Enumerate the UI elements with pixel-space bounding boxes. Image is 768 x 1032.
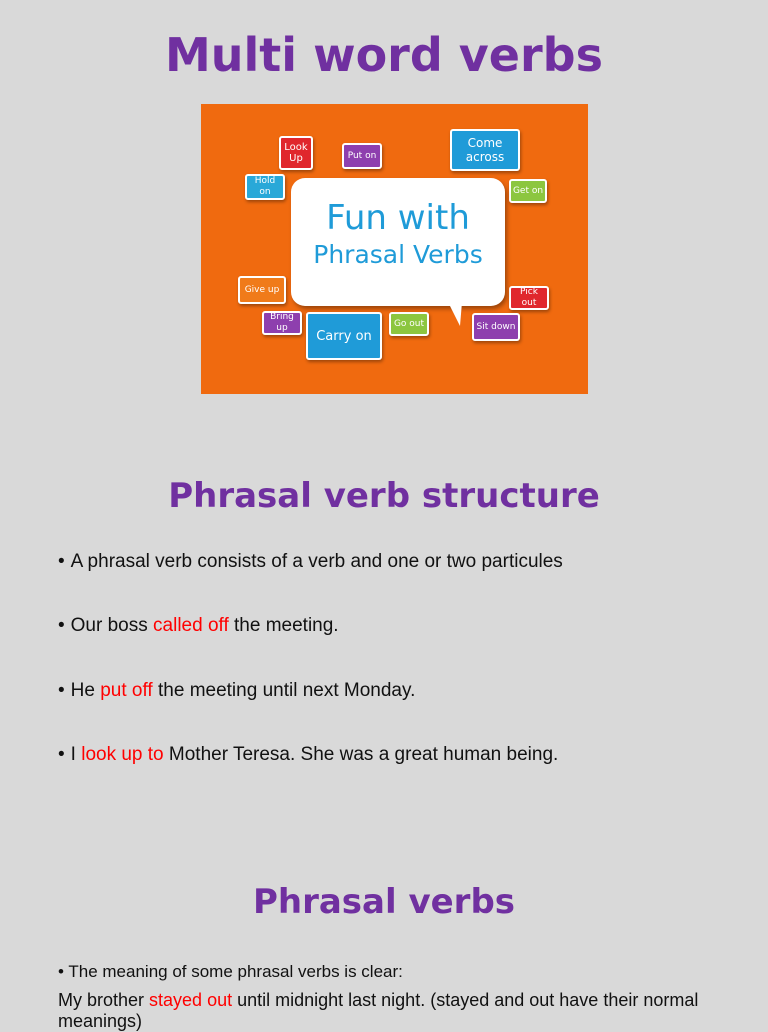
fun-with-phrasal-verbs-board — [291, 178, 505, 306]
bullet-item: • I look up to Mother Teresa. She was a great human being. — [58, 744, 559, 765]
bubble-go-out: Go out — [389, 312, 429, 336]
section-heading-phrasal-verbs: Phrasal verbs — [252, 882, 516, 922]
bubble-bring-up: Bring up — [262, 311, 302, 335]
bullet-item: • Our boss called off the meeting. — [58, 615, 339, 636]
bubble-give-up: Give up — [238, 276, 286, 304]
phrasal-verbs-image — [201, 104, 588, 394]
highlight-stayed-out: stayed out — [149, 990, 233, 1010]
bubble-carry-on: Carry on — [306, 312, 382, 360]
bubble-hold-on: Hold on — [245, 174, 285, 200]
bullet-item: • A phrasal verb consists of a verb and one or two particules — [58, 551, 563, 572]
meaning-bullet: • The meaning of some phrasal verbs is clear: — [58, 962, 403, 981]
highlight-called-off: called off — [153, 615, 229, 636]
page-title: Multi word verbs — [165, 28, 603, 82]
bubble-put-on: Put on — [342, 143, 382, 169]
highlight-put-off: put off — [100, 680, 153, 701]
board-tail — [448, 302, 462, 326]
bubble-get-on: Get on — [509, 179, 547, 203]
section-heading-structure: Phrasal verb structure — [168, 476, 600, 516]
highlight-look-up-to: look up to — [81, 744, 164, 765]
bubble-pick-out: Pick out — [509, 286, 549, 310]
bubble-come-across: Come across — [450, 129, 520, 171]
board-headline-1: Fun with — [326, 198, 470, 238]
bubble-sit-down: Sit down — [472, 313, 520, 341]
board-headline-2: Phrasal Verbs — [313, 240, 483, 269]
example-sentence: My brother stayed out until midnight last night. (stayed and out have their normal meanings) — [58, 990, 699, 1031]
bullet-item: • He put off the meeting until next Monday. — [58, 680, 416, 701]
bubble-look-up: Look Up — [279, 136, 313, 170]
